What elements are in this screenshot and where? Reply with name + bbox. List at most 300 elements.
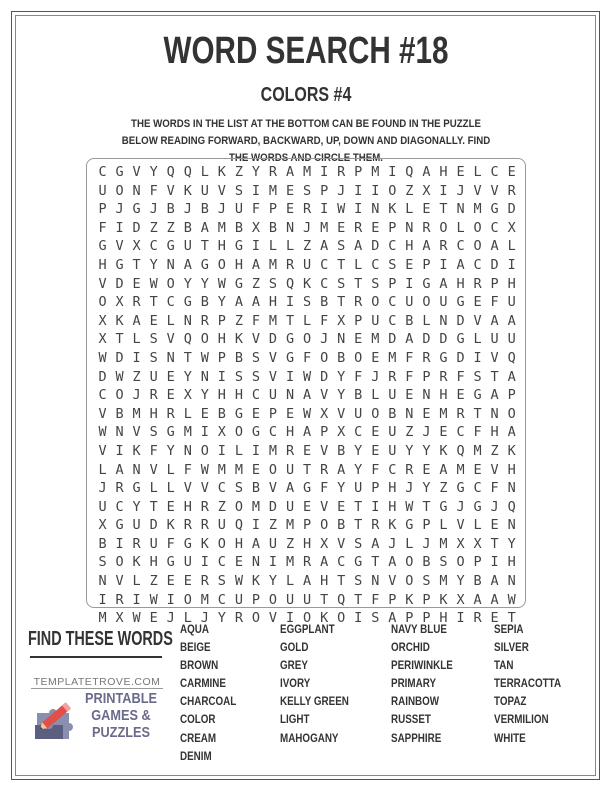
grid-letter[interactable]: I bbox=[251, 442, 261, 459]
grid-letter[interactable]: C bbox=[320, 275, 329, 292]
grid-letter[interactable]: N bbox=[132, 461, 141, 478]
grid-letter[interactable]: U bbox=[371, 312, 380, 329]
grid-letter[interactable]: T bbox=[149, 294, 158, 311]
grid-letter[interactable]: B bbox=[234, 219, 243, 236]
grid-letter[interactable]: A bbox=[251, 294, 261, 311]
grid-letter[interactable]: U bbox=[183, 554, 192, 571]
grid-letter[interactable]: V bbox=[490, 182, 499, 199]
grid-letter[interactable]: A bbox=[337, 461, 346, 478]
grid-letter[interactable]: V bbox=[337, 535, 346, 552]
grid-letter[interactable]: N bbox=[405, 219, 414, 236]
grid-letter[interactable]: J bbox=[149, 201, 158, 218]
grid-letter[interactable]: R bbox=[473, 610, 482, 627]
grid-letter[interactable]: S bbox=[473, 368, 482, 385]
grid-letter[interactable]: V bbox=[388, 573, 397, 590]
grid-letter[interactable]: J bbox=[456, 498, 465, 515]
grid-letter[interactable]: B bbox=[183, 219, 192, 236]
grid-letter[interactable]: O bbox=[183, 591, 192, 608]
grid-letter[interactable]: G bbox=[166, 424, 175, 441]
grid-letter[interactable]: R bbox=[439, 238, 448, 255]
grid-letter[interactable]: X bbox=[337, 424, 346, 441]
grid-letter[interactable]: R bbox=[422, 349, 431, 366]
grid-letter[interactable]: E bbox=[251, 461, 261, 478]
grid-letter[interactable]: C bbox=[456, 424, 465, 441]
grid-letter[interactable]: G bbox=[490, 201, 499, 218]
grid-letter[interactable]: U bbox=[388, 424, 397, 441]
grid-letter[interactable]: I bbox=[115, 219, 124, 236]
grid-letter[interactable]: Z bbox=[166, 219, 175, 236]
grid-letter[interactable]: I bbox=[251, 517, 261, 534]
grid-letter[interactable]: R bbox=[405, 461, 414, 478]
grid-letter[interactable]: U bbox=[303, 256, 312, 273]
grid-letter[interactable]: J bbox=[132, 387, 141, 404]
grid-letter[interactable]: L bbox=[285, 573, 295, 590]
grid-letter[interactable]: G bbox=[456, 480, 465, 497]
grid-letter[interactable]: Z bbox=[285, 535, 295, 552]
grid-letter[interactable]: R bbox=[337, 164, 346, 180]
grid-letter[interactable]: I bbox=[405, 275, 414, 292]
grid-letter[interactable]: Q bbox=[507, 498, 516, 515]
grid-letter[interactable]: G bbox=[132, 201, 141, 218]
grid-letter[interactable]: B bbox=[473, 573, 482, 590]
grid-letter[interactable]: M bbox=[234, 461, 243, 478]
grid-letter[interactable]: F bbox=[303, 349, 312, 366]
grid-letter[interactable]: C bbox=[371, 256, 380, 273]
grid-letter[interactable]: M bbox=[473, 442, 482, 459]
grid-letter[interactable]: E bbox=[354, 331, 363, 348]
grid-letter[interactable]: G bbox=[473, 387, 482, 404]
grid-letter[interactable]: Y bbox=[422, 480, 431, 497]
grid-letter[interactable]: U bbox=[354, 405, 363, 422]
grid-letter[interactable]: R bbox=[303, 554, 312, 571]
grid-letter[interactable]: R bbox=[166, 405, 175, 422]
grid-letter[interactable]: U bbox=[490, 331, 499, 348]
grid-letter[interactable]: T bbox=[490, 368, 499, 385]
grid-letter[interactable]: I bbox=[200, 424, 209, 441]
grid-letter[interactable]: D bbox=[268, 498, 278, 515]
grid-letter[interactable]: E bbox=[166, 368, 175, 385]
grid-letter[interactable]: B bbox=[200, 201, 209, 218]
grid-letter[interactable]: X bbox=[320, 405, 329, 422]
grid-letter[interactable]: Q bbox=[234, 517, 243, 534]
grid-letter[interactable]: T bbox=[354, 591, 363, 608]
grid-letter[interactable]: V bbox=[268, 349, 278, 366]
grid-letter[interactable]: P bbox=[405, 610, 414, 627]
grid-letter[interactable]: Y bbox=[200, 275, 209, 292]
grid-letter[interactable]: O bbox=[268, 591, 278, 608]
grid-letter[interactable]: V bbox=[115, 573, 124, 590]
grid-letter[interactable]: K bbox=[439, 591, 448, 608]
grid-letter[interactable]: U bbox=[303, 591, 312, 608]
grid-letter[interactable]: O bbox=[234, 498, 243, 515]
grid-letter[interactable]: T bbox=[354, 517, 363, 534]
grid-letter[interactable]: D bbox=[149, 517, 158, 534]
grid-letter[interactable]: N bbox=[115, 424, 124, 441]
grid-letter[interactable]: T bbox=[422, 498, 431, 515]
grid-letter[interactable]: H bbox=[303, 535, 312, 552]
grid-letter[interactable]: N bbox=[439, 312, 448, 329]
grid-letter[interactable]: A bbox=[303, 424, 312, 441]
grid-letter[interactable]: R bbox=[285, 442, 295, 459]
grid-letter[interactable]: B bbox=[217, 405, 226, 422]
grid-letter[interactable]: L bbox=[200, 164, 209, 180]
grid-letter[interactable]: C bbox=[354, 424, 363, 441]
grid-letter[interactable]: E bbox=[200, 405, 209, 422]
grid-letter[interactable]: A bbox=[183, 256, 192, 273]
grid-letter[interactable]: W bbox=[98, 349, 107, 366]
grid-letter[interactable]: O bbox=[507, 405, 516, 422]
grid-letter[interactable]: R bbox=[200, 517, 209, 534]
grid-letter[interactable]: R bbox=[132, 294, 141, 311]
grid-letter[interactable]: I bbox=[371, 182, 380, 199]
grid-letter[interactable]: F bbox=[320, 480, 329, 497]
grid-letter[interactable]: U bbox=[507, 331, 516, 348]
grid-letter[interactable]: X bbox=[456, 591, 465, 608]
grid-letter[interactable]: E bbox=[166, 498, 175, 515]
grid-letter[interactable]: T bbox=[337, 294, 346, 311]
grid-letter[interactable]: I bbox=[354, 610, 363, 627]
grid-letter[interactable]: B bbox=[251, 480, 261, 497]
grid-letter[interactable]: I bbox=[115, 535, 124, 552]
grid-letter[interactable]: E bbox=[490, 517, 499, 534]
grid-letter[interactable]: G bbox=[439, 349, 448, 366]
grid-letter[interactable]: O bbox=[439, 219, 448, 236]
grid-letter[interactable]: V bbox=[473, 182, 482, 199]
grid-letter[interactable]: I bbox=[439, 182, 448, 199]
grid-letter[interactable]: O bbox=[303, 610, 312, 627]
grid-letter[interactable]: Z bbox=[405, 182, 414, 199]
grid-letter[interactable]: V bbox=[166, 331, 175, 348]
grid-letter[interactable]: S bbox=[217, 573, 226, 590]
grid-letter[interactable]: G bbox=[405, 517, 414, 534]
grid-letter[interactable]: S bbox=[149, 424, 158, 441]
grid-letter[interactable]: L bbox=[473, 164, 482, 180]
grid-letter[interactable]: J bbox=[200, 610, 209, 627]
grid-letter[interactable]: L bbox=[183, 405, 192, 422]
grid-letter[interactable]: R bbox=[115, 480, 124, 497]
grid-letter[interactable]: Y bbox=[217, 610, 226, 627]
grid-letter[interactable]: V bbox=[268, 480, 278, 497]
grid-letter[interactable]: V bbox=[456, 517, 465, 534]
grid-letter[interactable]: I bbox=[388, 164, 397, 180]
grid-letter[interactable]: L bbox=[166, 461, 175, 478]
grid-letter[interactable]: U bbox=[388, 442, 397, 459]
grid-letter[interactable]: J bbox=[388, 535, 397, 552]
grid-letter[interactable]: E bbox=[149, 610, 158, 627]
grid-letter[interactable]: A bbox=[251, 535, 261, 552]
grid-letter[interactable]: D bbox=[456, 349, 465, 366]
grid-letter[interactable]: P bbox=[217, 312, 226, 329]
grid-letter[interactable]: H bbox=[217, 331, 226, 348]
grid-letter[interactable]: J bbox=[166, 610, 175, 627]
grid-letter[interactable]: V bbox=[149, 461, 158, 478]
grid-letter[interactable]: K bbox=[507, 442, 516, 459]
grid-letter[interactable]: J bbox=[98, 480, 107, 497]
grid-letter[interactable]: H bbox=[439, 387, 448, 404]
grid-letter[interactable]: H bbox=[507, 275, 516, 292]
grid-letter[interactable]: D bbox=[98, 368, 107, 385]
grid-letter[interactable]: B bbox=[320, 294, 329, 311]
grid-letter[interactable]: U bbox=[149, 535, 158, 552]
grid-letter[interactable]: A bbox=[507, 424, 516, 441]
grid-letter[interactable]: E bbox=[183, 573, 192, 590]
grid-letter[interactable]: S bbox=[149, 349, 158, 366]
grid-letter[interactable]: V bbox=[473, 312, 482, 329]
grid-letter[interactable]: U bbox=[285, 591, 295, 608]
grid-letter[interactable]: Y bbox=[268, 573, 278, 590]
grid-letter[interactable]: N bbox=[166, 256, 175, 273]
grid-letter[interactable]: N bbox=[422, 387, 431, 404]
grid-letter[interactable]: U bbox=[234, 201, 243, 218]
grid-letter[interactable]: G bbox=[473, 498, 482, 515]
grid-letter[interactable]: X bbox=[132, 238, 141, 255]
grid-letter[interactable]: C bbox=[217, 554, 226, 571]
grid-letter[interactable]: N bbox=[456, 201, 465, 218]
grid-letter[interactable]: S bbox=[371, 275, 380, 292]
grid-letter[interactable]: W bbox=[149, 275, 158, 292]
grid-letter[interactable]: H bbox=[507, 461, 516, 478]
grid-letter[interactable]: B bbox=[405, 312, 414, 329]
grid-letter[interactable]: A bbox=[388, 610, 397, 627]
grid-letter[interactable]: E bbox=[439, 424, 448, 441]
grid-letter[interactable]: N bbox=[285, 219, 295, 236]
grid-letter[interactable]: J bbox=[217, 201, 226, 218]
grid-letter[interactable]: S bbox=[251, 349, 261, 366]
grid-letter[interactable]: F bbox=[371, 591, 380, 608]
grid-letter[interactable]: Y bbox=[217, 294, 226, 311]
grid-letter[interactable]: E bbox=[371, 424, 380, 441]
grid-letter[interactable]: C bbox=[337, 554, 346, 571]
grid-letter[interactable]: P bbox=[320, 424, 329, 441]
grid-letter[interactable]: M bbox=[473, 201, 482, 218]
grid-letter[interactable]: L bbox=[371, 387, 380, 404]
grid-letter[interactable]: L bbox=[405, 201, 414, 218]
grid-letter[interactable]: I bbox=[251, 238, 261, 255]
grid-letter[interactable]: G bbox=[183, 535, 192, 552]
grid-letter[interactable]: F bbox=[490, 480, 499, 497]
grid-letter[interactable]: H bbox=[490, 424, 499, 441]
grid-letter[interactable]: W bbox=[149, 591, 158, 608]
grid-letter[interactable]: W bbox=[234, 573, 243, 590]
grid-letter[interactable]: X bbox=[320, 535, 329, 552]
grid-letter[interactable]: K bbox=[132, 554, 141, 571]
grid-letter[interactable]: O bbox=[405, 573, 414, 590]
grid-letter[interactable]: O bbox=[115, 387, 124, 404]
grid-letter[interactable]: L bbox=[132, 573, 141, 590]
grid-letter[interactable]: G bbox=[200, 256, 209, 273]
grid-letter[interactable]: E bbox=[166, 573, 175, 590]
grid-letter[interactable]: E bbox=[251, 405, 261, 422]
grid-letter[interactable]: C bbox=[98, 164, 107, 180]
grid-letter[interactable]: E bbox=[149, 312, 158, 329]
grid-letter[interactable]: E bbox=[422, 461, 431, 478]
grid-letter[interactable]: M bbox=[268, 312, 278, 329]
grid-letter[interactable]: E bbox=[456, 387, 465, 404]
grid-letter[interactable]: H bbox=[405, 238, 414, 255]
grid-letter[interactable]: C bbox=[166, 294, 175, 311]
grid-letter[interactable]: O bbox=[217, 535, 226, 552]
grid-letter[interactable]: M bbox=[217, 461, 226, 478]
grid-letter[interactable]: F bbox=[405, 368, 414, 385]
grid-letter[interactable]: H bbox=[507, 554, 516, 571]
grid-letter[interactable]: V bbox=[132, 424, 141, 441]
grid-letter[interactable]: H bbox=[388, 480, 397, 497]
grid-letter[interactable]: G bbox=[166, 238, 175, 255]
grid-letter[interactable]: M bbox=[132, 405, 141, 422]
grid-letter[interactable]: B bbox=[268, 219, 278, 236]
grid-letter[interactable]: S bbox=[439, 554, 448, 571]
grid-letter[interactable]: S bbox=[268, 275, 278, 292]
grid-letter[interactable]: U bbox=[439, 294, 448, 311]
grid-letter[interactable]: R bbox=[183, 517, 192, 534]
grid-letter[interactable]: H bbox=[149, 405, 158, 422]
grid-letter[interactable]: N bbox=[371, 573, 380, 590]
grid-letter[interactable]: D bbox=[268, 331, 278, 348]
grid-letter[interactable]: I bbox=[98, 591, 107, 608]
grid-letter[interactable]: I bbox=[473, 349, 482, 366]
grid-letter[interactable]: A bbox=[200, 219, 209, 236]
grid-letter[interactable]: J bbox=[490, 498, 499, 515]
grid-letter[interactable]: A bbox=[490, 238, 499, 255]
grid-letter[interactable]: M bbox=[456, 461, 465, 478]
grid-letter[interactable]: H bbox=[183, 498, 192, 515]
grid-letter[interactable]: W bbox=[115, 368, 124, 385]
grid-letter[interactable]: A bbox=[285, 164, 295, 180]
grid-letter[interactable]: Y bbox=[354, 442, 363, 459]
grid-letter[interactable]: M bbox=[303, 164, 312, 180]
grid-letter[interactable]: V bbox=[268, 368, 278, 385]
grid-letter[interactable]: Y bbox=[337, 387, 346, 404]
grid-letter[interactable]: U bbox=[149, 368, 158, 385]
grid-letter[interactable]: A bbox=[405, 331, 414, 348]
grid-letter[interactable]: A bbox=[507, 368, 516, 385]
grid-letter[interactable]: R bbox=[439, 368, 448, 385]
grid-letter[interactable]: H bbox=[217, 238, 226, 255]
grid-letter[interactable]: A bbox=[320, 554, 329, 571]
grid-letter[interactable]: L bbox=[303, 312, 312, 329]
grid-letter[interactable]: P bbox=[422, 591, 431, 608]
grid-letter[interactable]: O bbox=[98, 294, 107, 311]
grid-letter[interactable]: S bbox=[337, 238, 346, 255]
grid-letter[interactable]: A bbox=[439, 461, 448, 478]
grid-letter[interactable]: O bbox=[405, 554, 414, 571]
grid-letter[interactable]: F bbox=[320, 312, 329, 329]
grid-letter[interactable]: R bbox=[115, 591, 124, 608]
grid-letter[interactable]: Q bbox=[456, 442, 465, 459]
grid-letter[interactable]: V bbox=[337, 405, 346, 422]
grid-letter[interactable]: P bbox=[388, 219, 397, 236]
grid-letter[interactable]: M bbox=[285, 554, 295, 571]
grid-letter[interactable]: D bbox=[490, 256, 499, 273]
grid-letter[interactable]: R bbox=[234, 610, 243, 627]
grid-letter[interactable]: R bbox=[303, 201, 312, 218]
grid-letter[interactable]: R bbox=[473, 275, 482, 292]
grid-letter[interactable]: S bbox=[354, 535, 363, 552]
grid-letter[interactable]: F bbox=[354, 368, 363, 385]
grid-letter[interactable]: V bbox=[200, 480, 209, 497]
grid-letter[interactable]: P bbox=[217, 349, 226, 366]
grid-letter[interactable]: W bbox=[303, 368, 312, 385]
grid-letter[interactable]: T bbox=[354, 498, 363, 515]
grid-letter[interactable]: U bbox=[507, 294, 516, 311]
grid-letter[interactable]: W bbox=[337, 201, 346, 218]
grid-letter[interactable]: Y bbox=[354, 461, 363, 478]
grid-letter[interactable]: T bbox=[439, 201, 448, 218]
grid-letter[interactable]: T bbox=[320, 591, 329, 608]
grid-letter[interactable]: X bbox=[251, 219, 261, 236]
grid-letter[interactable]: R bbox=[388, 368, 397, 385]
grid-letter[interactable]: L bbox=[183, 610, 192, 627]
grid-letter[interactable]: H bbox=[149, 554, 158, 571]
grid-letter[interactable]: A bbox=[422, 238, 431, 255]
grid-letter[interactable]: P bbox=[320, 182, 329, 199]
grid-letter[interactable]: Y bbox=[183, 368, 192, 385]
grid-letter[interactable]: M bbox=[183, 424, 192, 441]
grid-letter[interactable]: T bbox=[337, 573, 346, 590]
grid-letter[interactable]: Q bbox=[285, 275, 295, 292]
grid-letter[interactable]: S bbox=[303, 182, 312, 199]
grid-letter[interactable]: E bbox=[285, 201, 295, 218]
grid-letter[interactable]: M bbox=[200, 591, 209, 608]
grid-letter[interactable]: A bbox=[354, 238, 363, 255]
grid-letter[interactable]: L bbox=[268, 238, 278, 255]
grid-letter[interactable]: S bbox=[234, 182, 243, 199]
grid-letter[interactable]: E bbox=[473, 294, 482, 311]
grid-letter[interactable]: I bbox=[166, 591, 175, 608]
grid-letter[interactable]: E bbox=[303, 442, 312, 459]
grid-letter[interactable]: H bbox=[456, 275, 465, 292]
grid-letter[interactable]: C bbox=[490, 164, 499, 180]
grid-letter[interactable]: B bbox=[337, 442, 346, 459]
grid-letter[interactable]: S bbox=[303, 294, 312, 311]
grid-letter[interactable]: E bbox=[285, 405, 295, 422]
grid-letter[interactable]: M bbox=[285, 517, 295, 534]
grid-letter[interactable]: V bbox=[490, 349, 499, 366]
grid-letter[interactable]: M bbox=[371, 164, 380, 180]
grid-letter[interactable]: N bbox=[183, 312, 192, 329]
grid-letter[interactable]: Z bbox=[132, 368, 141, 385]
grid-letter[interactable]: F bbox=[149, 442, 158, 459]
grid-letter[interactable]: G bbox=[285, 331, 295, 348]
grid-letter[interactable]: V bbox=[98, 405, 107, 422]
grid-letter[interactable]: V bbox=[115, 238, 124, 255]
grid-letter[interactable]: F bbox=[371, 461, 380, 478]
grid-letter[interactable]: A bbox=[490, 591, 499, 608]
grid-letter[interactable]: I bbox=[217, 442, 226, 459]
grid-letter[interactable]: D bbox=[371, 238, 380, 255]
grid-letter[interactable]: Z bbox=[439, 480, 448, 497]
grid-letter[interactable]: H bbox=[388, 498, 397, 515]
grid-letter[interactable]: I bbox=[132, 591, 141, 608]
grid-letter[interactable]: M bbox=[98, 610, 107, 627]
grid-letter[interactable]: T bbox=[303, 461, 312, 478]
grid-letter[interactable]: P bbox=[388, 275, 397, 292]
grid-letter[interactable]: H bbox=[439, 610, 448, 627]
grid-letter[interactable]: N bbox=[251, 554, 261, 571]
grid-letter[interactable]: E bbox=[490, 610, 499, 627]
grid-letter[interactable]: Y bbox=[251, 164, 261, 180]
grid-letter[interactable]: P bbox=[422, 368, 431, 385]
grid-letter[interactable]: K bbox=[166, 517, 175, 534]
grid-letter[interactable]: J bbox=[422, 535, 431, 552]
grid-letter[interactable]: K bbox=[183, 182, 192, 199]
grid-letter[interactable]: N bbox=[490, 405, 499, 422]
grid-letter[interactable]: D bbox=[115, 275, 124, 292]
grid-letter[interactable]: P bbox=[251, 591, 261, 608]
grid-letter[interactable]: O bbox=[303, 331, 312, 348]
grid-letter[interactable]: E bbox=[422, 405, 431, 422]
grid-letter[interactable]: U bbox=[388, 387, 397, 404]
